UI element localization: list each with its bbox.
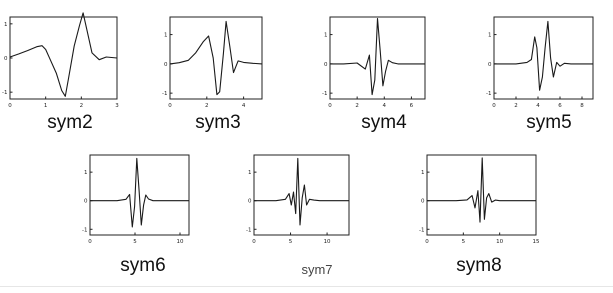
- x-tick-label: 8: [580, 103, 584, 109]
- x-tick-label: 4: [241, 103, 246, 109]
- title-sym3: sym3: [195, 112, 241, 133]
- x-tick-label: 5: [133, 239, 137, 245]
- y-tick-label: 0: [324, 61, 328, 68]
- y-tick-label: 1: [84, 170, 88, 177]
- panel-sym6: [82, 155, 189, 245]
- y-tick-label: 0: [421, 198, 425, 205]
- title-sym8: sym8: [456, 255, 502, 276]
- plot-frame: [494, 17, 593, 99]
- title-sym7: sym7: [301, 262, 333, 277]
- y-tick-label: 1: [248, 170, 252, 177]
- x-tick-label: 5: [288, 239, 293, 245]
- x-tick-label: 0: [8, 103, 12, 109]
- y-tick-label: -1: [322, 91, 328, 98]
- y-tick-label: 0: [164, 61, 168, 68]
- x-tick-label: 10: [176, 239, 184, 245]
- panel-sym4: [322, 17, 425, 109]
- title-sym4: sym4: [361, 112, 407, 133]
- y-tick-label: -1: [2, 90, 8, 97]
- y-tick-label: 1: [488, 32, 492, 39]
- y-tick-label: 0: [488, 61, 492, 68]
- y-tick-label: -1: [162, 91, 168, 98]
- plot-frame: [254, 155, 349, 235]
- x-tick-label: 0: [425, 239, 429, 245]
- y-tick-label: 0: [4, 56, 8, 62]
- y-tick-label: 1: [164, 32, 168, 39]
- x-tick-label: 4: [382, 103, 387, 109]
- x-tick-label: 5: [461, 239, 466, 245]
- bottom-divider: [0, 286, 613, 287]
- x-tick-label: 0: [328, 103, 332, 109]
- y-tick-label: 0: [248, 198, 252, 205]
- x-tick-label: 0: [252, 239, 256, 245]
- y-tick-label: -1: [419, 227, 425, 234]
- y-tick-label: -1: [246, 227, 252, 234]
- x-tick-label: 3: [115, 103, 119, 109]
- x-tick-label: 2: [205, 103, 209, 109]
- x-tick-label: 0: [492, 103, 496, 109]
- x-tick-label: 2: [514, 103, 518, 109]
- title-sym2: sym2: [47, 112, 93, 133]
- y-tick-label: 0: [84, 198, 88, 205]
- panel-sym2: [2, 13, 119, 109]
- y-tick-label: 1: [324, 32, 328, 39]
- panel-sym5: [486, 17, 593, 109]
- x-tick-label: 10: [323, 239, 331, 245]
- plot-frame: [10, 17, 117, 99]
- x-tick-label: 0: [88, 239, 92, 245]
- panel-sym3: [162, 17, 262, 109]
- x-tick-label: 6: [558, 103, 562, 109]
- x-tick-label: 2: [79, 103, 84, 109]
- y-tick-label: -1: [82, 227, 88, 234]
- x-tick-label: 6: [409, 103, 414, 109]
- x-tick-label: 15: [532, 239, 540, 245]
- y-tick-label: 1: [4, 21, 8, 28]
- x-tick-label: 1: [43, 103, 48, 109]
- y-tick-label: -1: [486, 91, 492, 98]
- panel-sym7: [246, 155, 349, 245]
- x-tick-label: 10: [496, 239, 504, 245]
- panel-sym8: [419, 155, 540, 245]
- y-tick-label: 1: [421, 170, 425, 177]
- x-tick-label: 4: [536, 103, 540, 109]
- x-tick-label: 2: [355, 103, 359, 109]
- title-sym6: sym6: [120, 255, 166, 276]
- title-sym5: sym5: [526, 112, 572, 133]
- x-tick-label: 0: [168, 103, 172, 109]
